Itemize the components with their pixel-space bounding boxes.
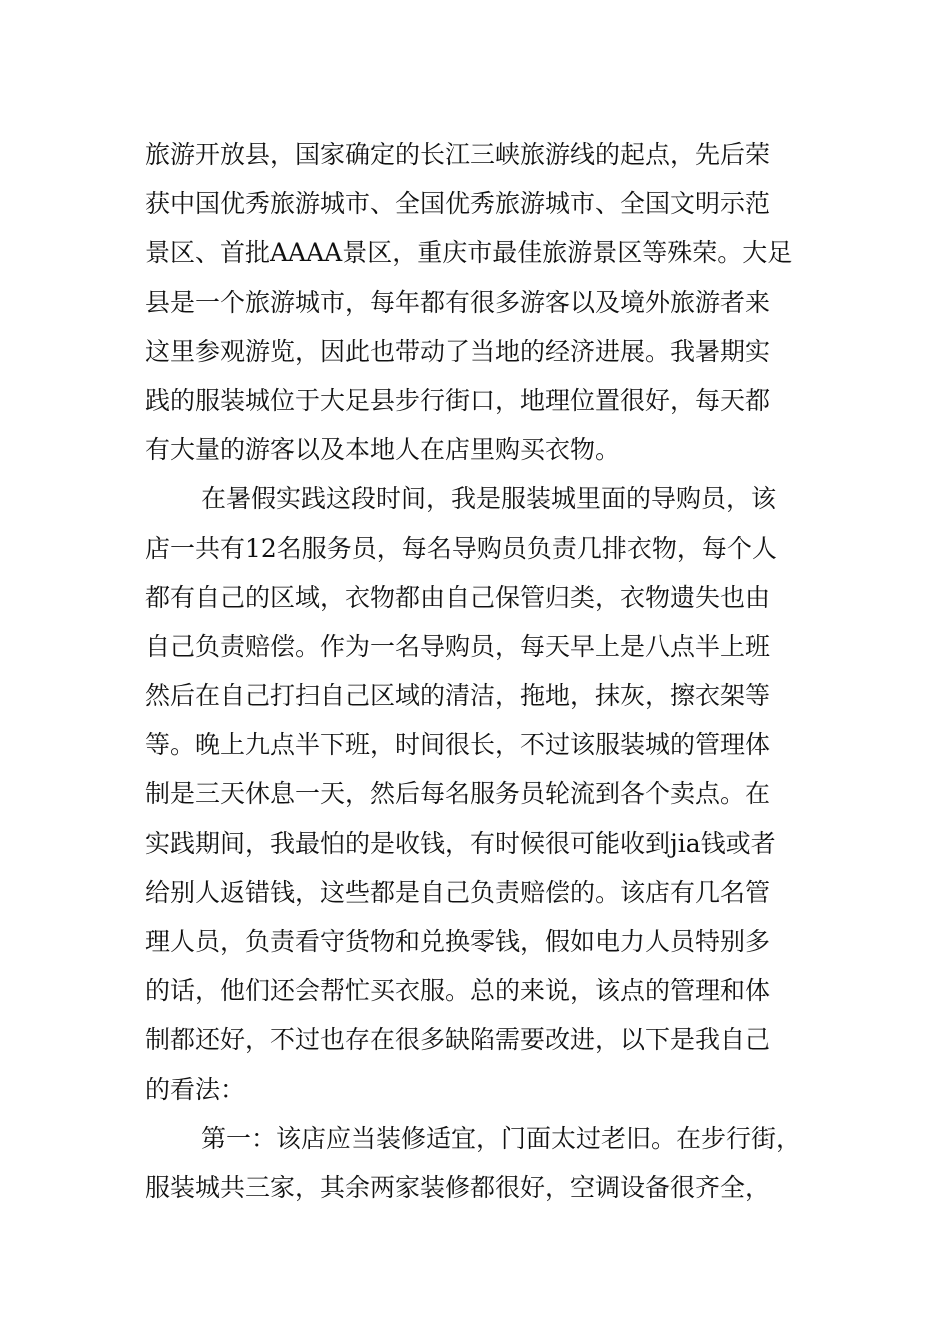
- text-line: 然后在自己打扫自己区域的清洁，拖地，抹灰，擦衣架等: [145, 681, 771, 711]
- text-line: 理人员，负责看守货物和兑换零钱，假如电力人员特别多: [145, 927, 771, 956]
- text-line: 获中国优秀旅游城市、全国优秀旅游城市、全国文明示范: [145, 189, 771, 219]
- text-line: 县是一个旅游城市，每年都有很多游客以及境外旅游者来: [145, 287, 771, 317]
- text-line: 都有自己的区域，衣物都由自己保管归类，衣物遗失也由: [145, 582, 771, 612]
- text-line: 服装城共三家，其余两家装修都很好，空调设备很齐全，: [145, 1172, 771, 1202]
- text-line: 旅游开放县，国家确定的长江三峡旅游线的起点，先后荣: [145, 140, 771, 169]
- text-line: 践的服装城位于大足县步行街口，地理位置很好，每天都: [145, 385, 771, 415]
- text-line: 给别人返错钱，这些都是自己负责赔偿的。该店有几名管: [145, 877, 771, 907]
- document-body: [145, 130, 830, 1212]
- text-line: 实践期间，我最怕的是收钱，有时候很可能收到jia钱或者: [145, 828, 776, 858]
- text-line: 有大量的游客以及本地人在店里购买衣物。: [145, 435, 621, 465]
- text-line: 这里参观游览，因此也带动了当地的经济进展。我暑期实: [145, 336, 771, 366]
- text-line: 的话，他们还会帮忙买衣服。总的来说，该点的管理和体: [145, 976, 771, 1006]
- text-line: 制都还好，不过也存在很多缺陷需要改进，以下是我自己: [145, 1025, 771, 1055]
- text-line: 景区、首批AAAA景区，重庆市最佳旅游景区等殊荣。大足: [145, 238, 793, 268]
- text-line: 制是三天休息一天，然后每名服务员轮流到各个卖点。在: [145, 779, 771, 809]
- paragraph-first-line: 在暑假实践这段时间，我是服装城里面的导购员，该: [201, 484, 777, 514]
- text-line: 等。晚上九点半下班，时间很长，不过该服装城的管理体: [145, 730, 771, 760]
- paragraph-first-line: 第一：该店应当装修适宜，门面太过老旧。在步行街，: [201, 1123, 802, 1153]
- text-line: 的看法：: [145, 1074, 246, 1104]
- text-line: 自己负责赔偿。作为一名导购员，每天早上是八点半上班: [145, 631, 771, 661]
- text-line: 店一共有12名服务员，每名导购员负责几排衣物，每个人: [145, 533, 777, 563]
